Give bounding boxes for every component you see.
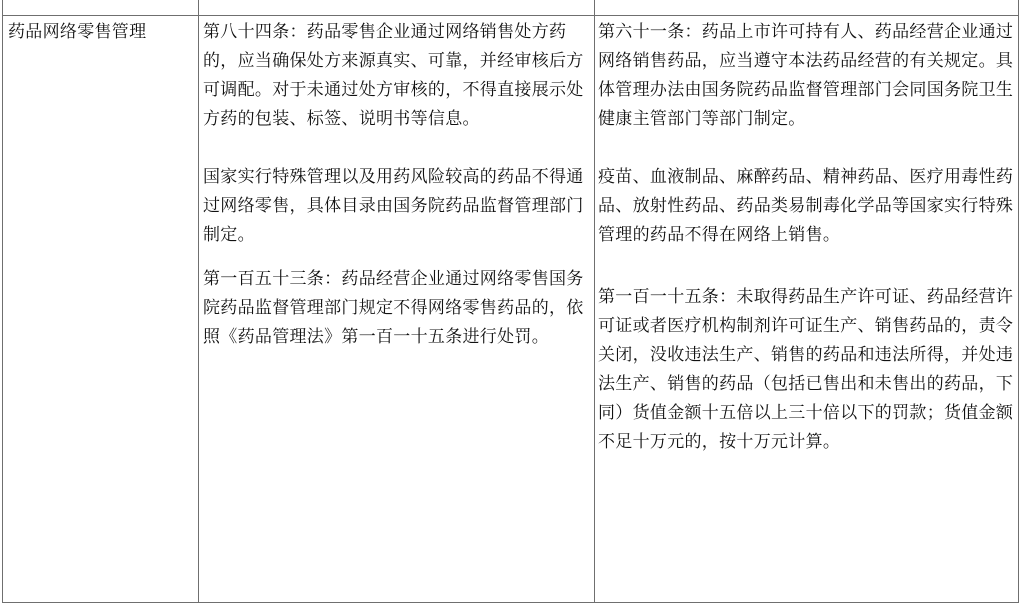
article-61-paragraph: 第六十一条：药品上市许可持有人、药品经营企业通过网络销售药品，应当遵守本法药品经营的有关规定。具体管理办法由国务院药品监督管理部门会同国务院卫生健康主管部门等部门制定。: [598, 22, 1014, 129]
header-cell-new-regulation: [199, 0, 595, 16]
regulation-cell: [199, 16, 595, 603]
article-115-paragraph: 第一百一十五条：未取得药品生产许可证、药品经营许可证或者医疗机构制剂许可证生产、销售药品的，责令关闭，没收违法生产、销售的药品和违法所得，并处违法生产、销售的药品（包括已售出和未售出的药品，下同）货值金额十五倍以上三十倍以下的罚款；货值金额不足十万元的，按十万元计算。: [598, 287, 1014, 452]
regulation-comparison-table: [2, 0, 1019, 603]
special-drugs-ban-paragraph: 国家实行特殊管理以及用药风险较高的药品不得通过网络零售，具体目录由国务院药品监督管理部门制定。: [203, 167, 584, 245]
special-drugs-list-paragraph: 疫苗、血液制品、麻醉药品、精神药品、医疗用毒性药品、放射性药品、药品类易制毒化学品等国家实行特殊管理的药品不得在网络上销售。: [598, 167, 1014, 245]
article-153-paragraph: 第一百五十三条：药品经营企业通过网络零售国务院药品监督管理部门规定不得网络零售药品的，依照《药品管理法》第一百一十五条进行处罚。: [203, 269, 584, 347]
header-cell-category: [3, 0, 199, 16]
article-84-paragraph: 第八十四条：药品零售企业通过网络销售处方药的，应当确保处方来源真实、可靠，并经审核后方可调配。对于未通过处方审核的，不得直接展示处方药的包装、标签、说明书等信息。: [203, 22, 584, 129]
table-header-row: [3, 0, 1019, 16]
drug-law-cell: [595, 16, 1019, 603]
header-cell-drug-law: [595, 0, 1019, 16]
category-label: 药品网络零售管理: [8, 22, 147, 42]
table-row: [3, 16, 1019, 603]
category-cell: [3, 16, 199, 603]
